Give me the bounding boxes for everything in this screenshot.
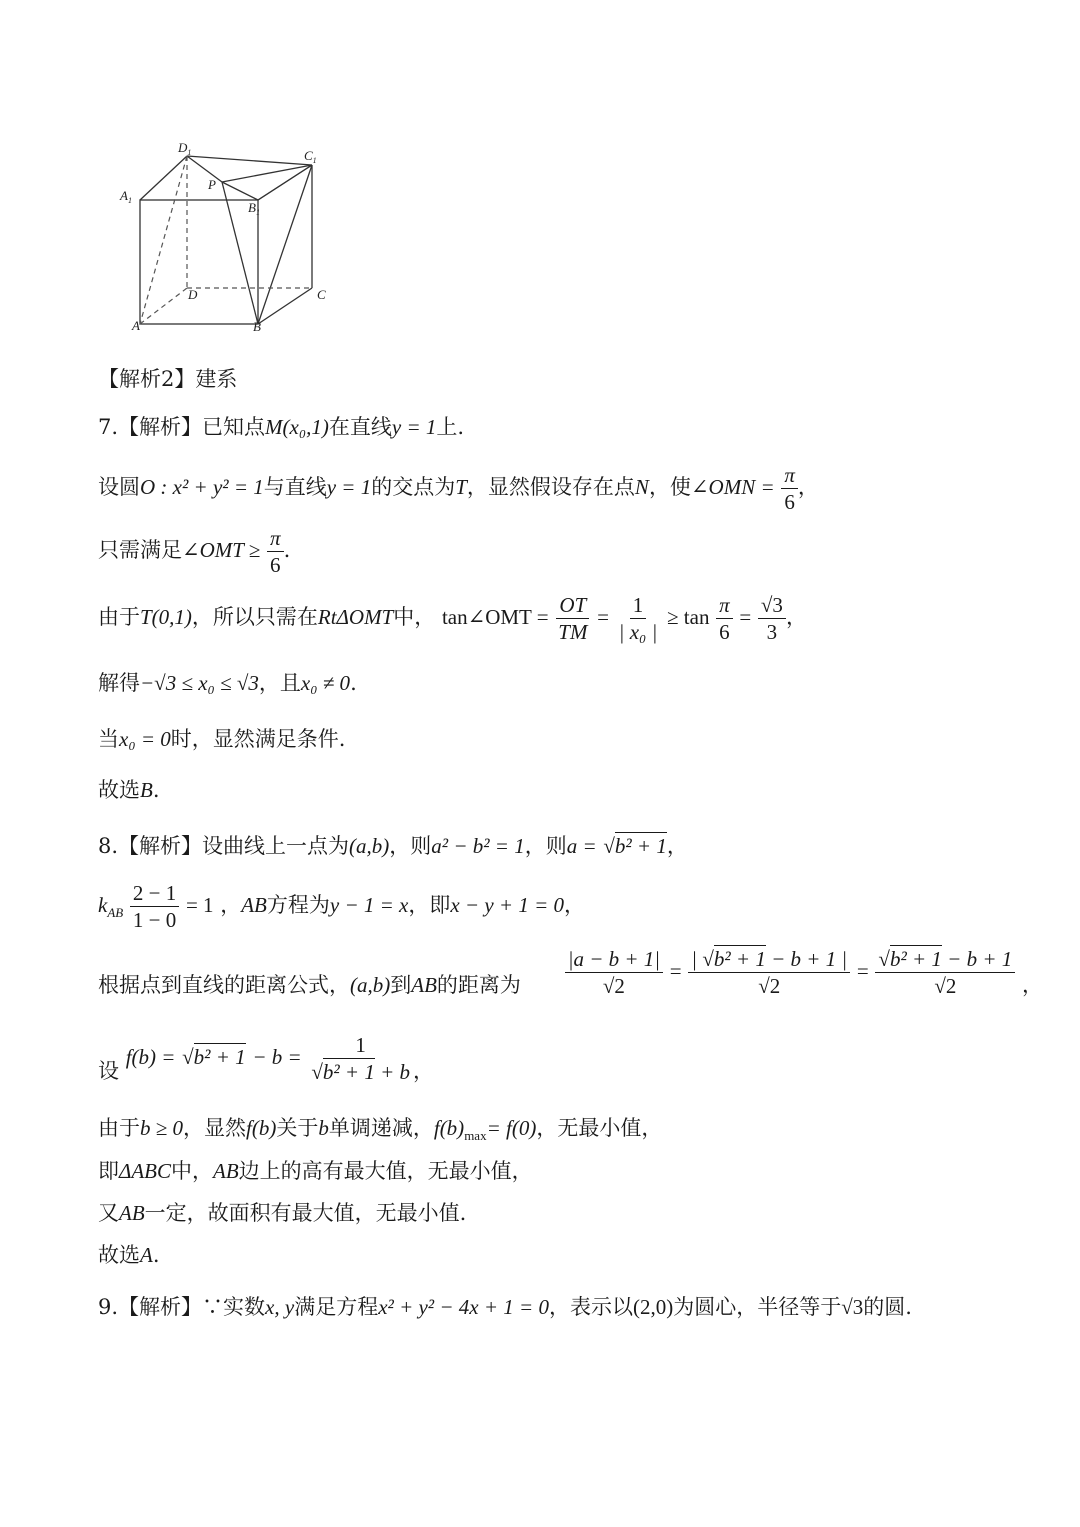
q8-line3: 根据点到直线的距离公式，(a,b)到AB的距离为 $\frac{|a - b + 1|}{√2}$ = $\frac{\text{| √b² + 1 − b + 1 |}}{√2}$ = $\frac{\text{√b² + 1 − b + 1}}{√2}$ ， [98, 947, 1043, 998]
label-C1: $C_1$ [304, 148, 317, 165]
label-C: C [317, 287, 326, 302]
q7-answer: 故选B. [98, 778, 160, 802]
q8-line4: 设 f(b) = √b² + 1 − b = $\frac{1}{\text{√b² + 1 + b}}$ ， [98, 1033, 435, 1084]
q7-line3: 只需满足∠OMT ≥ $\frac{\pi}{6}$ . [98, 526, 291, 577]
q8-line2: $k_{AB}$ $\frac{2 - 1}{1 - 0}$ = 1 ，AB方程为y − 1 = x，即x − y + 1 = 0， [98, 881, 586, 932]
label-A: A [132, 318, 140, 333]
q8-line6: 即ΔABC中，AB边上的高有最大值，无最小值， [98, 1159, 533, 1183]
q7-line2: 设圆O : x² + y² = 1与直线y = 1的交点为T，显然假设存在点N，使∠OMN = $\frac{\pi}{6}$ ， [98, 463, 819, 514]
label-P: P [208, 177, 216, 192]
q9-line1: 9.【解析】∵实数x, y满足方程x² + y² − 4x + 1 = 0，表示以(2,0)为圆心，半径等于√3的圆. [98, 1295, 912, 1319]
label-B1: $B_1$ [248, 200, 260, 217]
section-title-2: 【解析2】建系 [98, 367, 238, 391]
q7-line4: 由于T(0,1)，所以只需在RtΔOMT中， tan∠OMT = $\frac{OT}{TM}$ = $\frac{1}{\text{| x₀ |}}$ ≥ tan $\frac{\pi}{6}$ = $\frac{√3}{3}$ ， [98, 593, 807, 644]
q7-line6: 当x₀ = 0时，显然满足条件. [98, 727, 346, 751]
q7-line1: 7.【解析】已知点M(x₀,1)在直线y = 1上. [98, 415, 465, 439]
q8-line5: 由于b ≥ 0，显然f(b)关于b单调递减，$f(b)_{max}= f(0)$，无最小值， [98, 1116, 663, 1144]
q8-answer: 故选A. [98, 1243, 160, 1267]
label-D1: $D_1$ [178, 140, 192, 157]
q7-line5: 解得−√3 ≤ x₀ ≤ √3，且x₀ ≠ 0. [98, 671, 357, 695]
label-B: B [253, 319, 261, 334]
label-D: D [188, 287, 198, 302]
q8-line7: 又AB一定，故面积有最大值，无最小值. [98, 1201, 467, 1225]
q8-line1: 8.【解析】设曲线上一点为(a,b)，则a² − b² = 1，则a = √b² + 1， [98, 834, 688, 858]
label-A1: $A_1$ [120, 188, 132, 205]
cube-figure [110, 138, 350, 338]
